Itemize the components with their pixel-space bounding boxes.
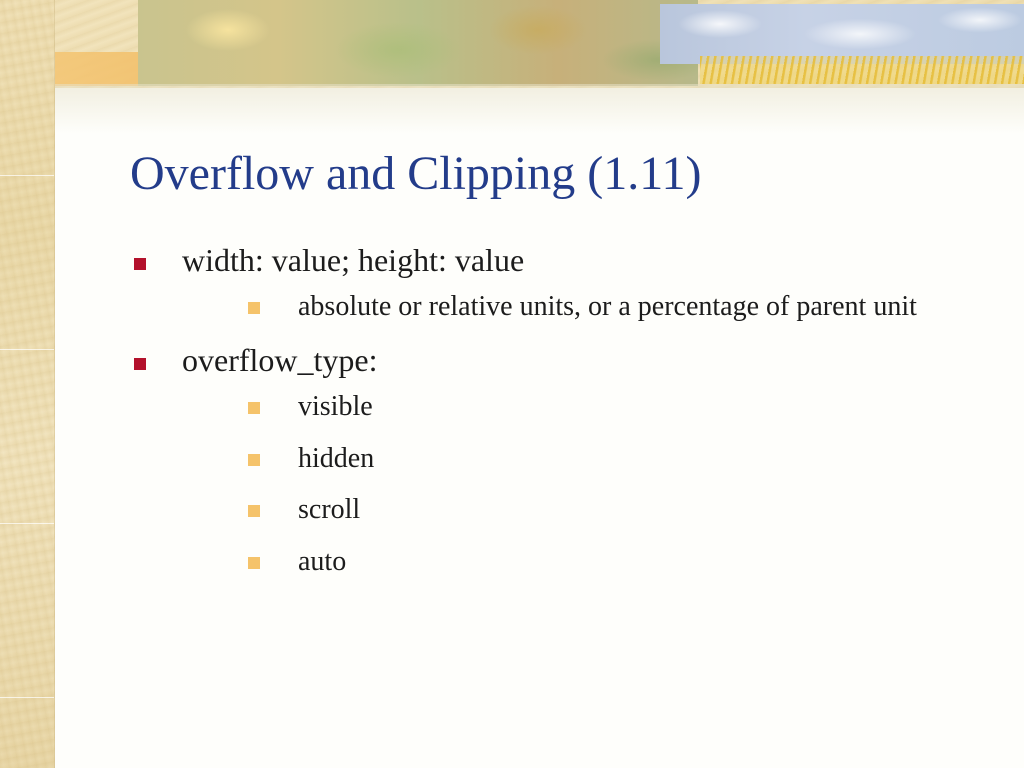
small-square-bullet-icon: [248, 402, 260, 414]
sub-bullet-item: [182, 491, 970, 529]
sub-bullet-text: auto: [298, 546, 347, 578]
square-bullet-icon: [134, 258, 146, 270]
banner-grass-image: [700, 56, 1024, 84]
strip-divider: [0, 175, 54, 176]
sub-bullet-text: absolute or relative units, or a percentage of parent unit: [298, 291, 917, 322]
bullet-text: overflow_type:: [182, 341, 378, 378]
sub-bullet-item: [182, 288, 970, 326]
sub-bullet-list: [182, 288, 970, 326]
banner-sky-image: [660, 4, 1024, 64]
strip-divider: [0, 349, 54, 350]
strip-divider: [0, 697, 54, 698]
bullet-item: [130, 340, 970, 581]
small-square-bullet-icon: [248, 557, 260, 569]
decorative-banner: [0, 0, 1024, 88]
square-bullet-icon: [134, 358, 146, 370]
strip-divider: [0, 523, 54, 524]
small-square-bullet-icon: [248, 302, 260, 314]
sub-bullet-text: scroll: [298, 494, 361, 526]
sub-bullet-text: visible: [298, 390, 373, 422]
slide-title: Overflow and Clipping (1.11): [130, 147, 702, 200]
bullet-text: width: value; height: value: [182, 242, 525, 278]
small-square-bullet-icon: [248, 454, 260, 466]
sub-bullet-item: [182, 440, 970, 478]
sub-bullet-item: [182, 543, 970, 581]
small-square-bullet-icon: [248, 505, 260, 517]
banner-leaves-image: [138, 0, 698, 86]
sub-bullet-text: hidden: [298, 442, 375, 474]
sub-bullet-item: [182, 388, 970, 426]
bullet-list: [130, 240, 970, 595]
banner-shadow: [54, 84, 1024, 134]
left-parchment-strip: [0, 0, 55, 768]
bullet-item: [130, 240, 970, 326]
sub-bullet-list: [182, 388, 970, 581]
